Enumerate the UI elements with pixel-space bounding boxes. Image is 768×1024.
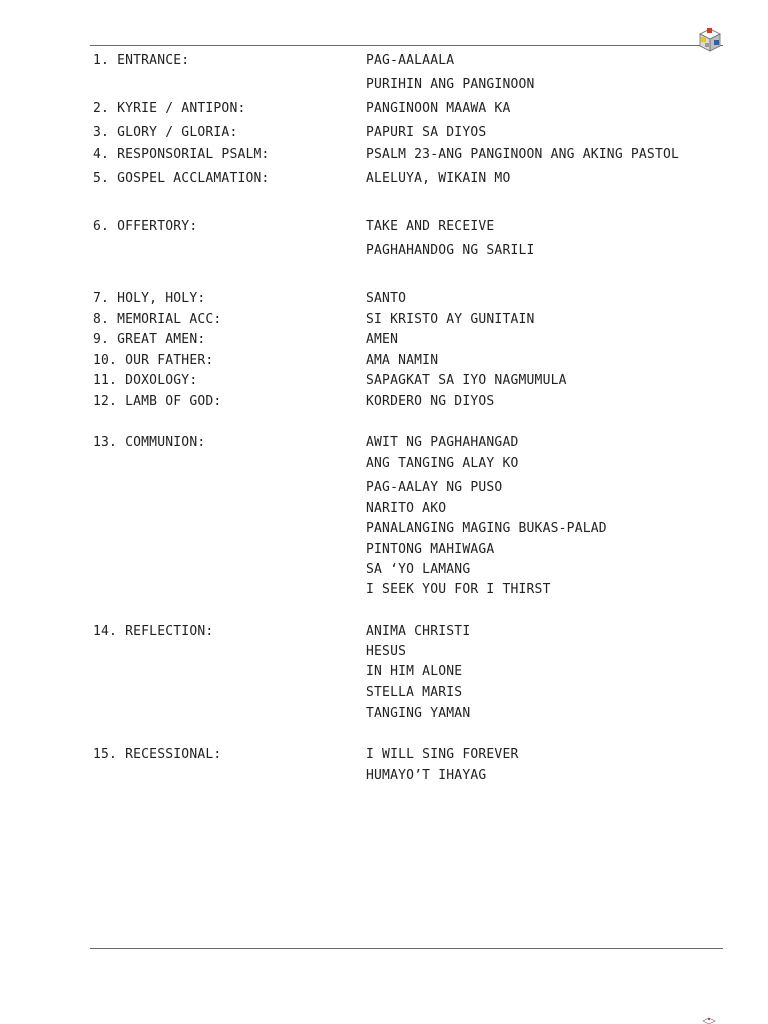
song-title: TANGING YAMAN — [366, 706, 471, 721]
song-title: PINTONG MAHIWAGA — [366, 542, 495, 557]
song-title: SA ‘YO LAMANG — [366, 562, 471, 577]
song-title: PAG-AALAY NG PUSO — [366, 480, 503, 495]
program-part-label: 13. COMMUNION: — [93, 435, 206, 450]
song-title: HUMAYO’T IHAYAG — [366, 768, 487, 783]
song-title: PANALANGING MAGING BUKAS-PALAD — [366, 521, 607, 536]
program-part-label: 3. GLORY / GLORIA: — [93, 125, 238, 140]
program-part-label: 12. LAMB OF GOD: — [93, 394, 222, 409]
program-part-label: 10. OUR FATHER: — [93, 353, 214, 368]
song-title: ALELUYA, WIKAIN MO — [366, 171, 511, 186]
cube-logo-icon — [696, 26, 724, 54]
song-title: PAG-AALAALA — [366, 53, 455, 68]
song-title: AMEN — [366, 332, 399, 347]
song-title: PAGHAHANDOG NG SARILI — [366, 243, 535, 258]
song-title: TAKE AND RECEIVE — [366, 219, 495, 234]
top-rule — [90, 45, 723, 46]
song-title: SI KRISTO AY GUNITAIN — [366, 312, 535, 327]
program-part-label: 15. RECESSIONAL: — [93, 747, 222, 762]
song-title: I WILL SING FOREVER — [366, 747, 519, 762]
song-title: NARITO AKO — [366, 501, 447, 516]
program-part-label: 4. RESPONSORIAL PSALM: — [93, 147, 270, 162]
song-title: SANTO — [366, 291, 407, 306]
program-part-label: 2. KYRIE / ANTIPON: — [93, 101, 246, 116]
bottom-rule — [90, 948, 723, 949]
cube-logo-icon — [702, 1017, 716, 1024]
program-part-label: 8. MEMORIAL ACC: — [93, 312, 222, 327]
song-title: PANGINOON MAAWA KA — [366, 101, 511, 116]
song-title: IN HIM ALONE — [366, 664, 463, 679]
song-title: PSALM 23-ANG PANGINOON ANG AKING PASTOL — [366, 147, 680, 162]
program-part-label: 6. OFFERTORY: — [93, 219, 198, 234]
song-title: ANG TANGING ALAY KO — [366, 456, 519, 471]
song-title: AMA NAMIN — [366, 353, 439, 368]
song-title: HESUS — [366, 644, 407, 659]
song-title: KORDERO NG DIYOS — [366, 394, 495, 409]
song-title: STELLA MARIS — [366, 685, 463, 700]
program-part-label: 9. GREAT AMEN: — [93, 332, 206, 347]
program-part-label: 14. REFLECTION: — [93, 624, 214, 639]
program-part-label: 11. DOXOLOGY: — [93, 373, 198, 388]
program-part-label: 5. GOSPEL ACCLAMATION: — [93, 171, 270, 186]
song-title: ANIMA CHRISTI — [366, 624, 471, 639]
song-title: PURIHIN ANG PANGINOON — [366, 77, 535, 92]
program-part-label: 7. HOLY, HOLY: — [93, 291, 206, 306]
song-title: AWIT NG PAGHAHANGAD — [366, 435, 519, 450]
song-title: I SEEK YOU FOR I THIRST — [366, 582, 551, 597]
song-title: SAPAGKAT SA IYO NAGMUMULA — [366, 373, 567, 388]
song-title: PAPURI SA DIYOS — [366, 125, 487, 140]
program-part-label: 1. ENTRANCE: — [93, 53, 190, 68]
